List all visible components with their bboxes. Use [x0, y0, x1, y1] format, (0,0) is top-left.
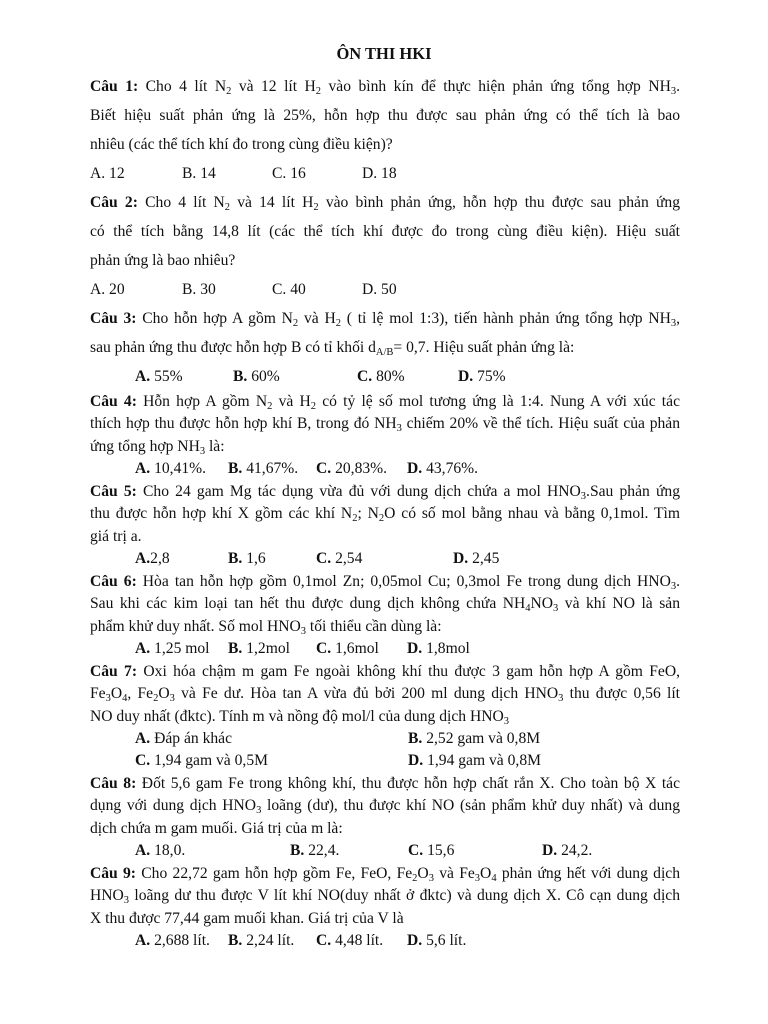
option-text: 20,83%. — [331, 460, 388, 477]
question-4-option — [407, 458, 478, 480]
question-label: Câu 3: — [90, 310, 137, 327]
option-text: 55% — [150, 368, 183, 385]
subscript: 3 — [670, 581, 677, 592]
question-5-option — [228, 548, 266, 570]
question-4-option — [135, 458, 206, 480]
option-text: 75% — [473, 368, 506, 385]
option-letter: C. — [135, 752, 151, 770]
question-5-line: Câu 5: Cho 24 gam Mg tác dụng vừa đủ với dung dịch chứa a mol $HNO_3.Sau$ phản ứng — [90, 483, 680, 502]
question-8-line: dụng với dung dịch $HNO_3$ loãng (dư), thu được khí NO (sản phẩm khử duy nhất) và dung — [90, 797, 680, 817]
question-1-line: nhiêu (các thể tích khí đo trong cùng điều kiện)? — [90, 136, 393, 153]
question-5-line: giá trị a. — [90, 527, 142, 545]
question-7-option — [135, 750, 268, 772]
question-6-option — [228, 638, 290, 660]
option-text: 41,67%. — [242, 460, 299, 477]
subscript: 2 — [378, 513, 385, 525]
question-1-option: B. 14 — [182, 165, 216, 182]
subscript: 3 — [670, 86, 677, 97]
subscript: 3 — [428, 873, 434, 884]
question-2-option: A. 20 — [90, 281, 125, 298]
option-text: 1,94 gam và 0,8M — [423, 752, 541, 770]
option-text: 2,688 lít. — [150, 932, 210, 949]
option-letter: C. — [408, 842, 424, 859]
option-text: 1,2mol — [242, 640, 290, 657]
subscript: 3 — [580, 491, 587, 502]
question-6-line: phẩm khử duy nhất. Số mol $HNO_3$ tối thiểu cần dùng là: — [90, 617, 442, 637]
option-letter: C. — [316, 550, 332, 567]
option-letter: B. — [233, 368, 248, 385]
question-9-option — [407, 930, 466, 952]
option-text: 1,6mol — [331, 640, 379, 657]
question-label: Câu 8: — [90, 775, 137, 792]
option-text: 2,45 — [468, 550, 500, 567]
page-title: ÔN THI HKI — [336, 44, 432, 63]
option-text: 80% — [372, 368, 405, 385]
question-8-line: Câu 8: Đốt 5,6 gam Fe trong không khí, thu được hỗn hợp chất rắn X. Cho toàn bộ X tác — [90, 775, 680, 792]
option-text: 18,0. — [150, 842, 186, 859]
question-2-line: có thể tích bằng 14,8 lít (các thể tích khí được đo trong cùng điều kiện). Hiệu suất — [90, 223, 680, 240]
subscript: 3 — [553, 603, 559, 615]
subscript: 4 — [491, 873, 497, 884]
subscript: 3 — [300, 625, 306, 637]
subscript: 3 — [503, 715, 510, 727]
question-7-line: Câu 7: Oxi hóa chậm m gam Fe ngoài không khí thu được 3 gam hỗn hợp A gồm FeO, — [90, 663, 680, 680]
subscript: 2 — [412, 873, 418, 884]
subscript: 2 — [313, 202, 319, 213]
option-letter: B. — [228, 550, 243, 567]
question-2-option: B. 30 — [182, 281, 216, 298]
option-text: 4,48 lít. — [331, 932, 384, 949]
question-label: Câu 6: — [90, 573, 137, 590]
option-text: 22,4. — [304, 842, 340, 859]
question-5-option — [453, 548, 499, 570]
option-letter: D. — [408, 752, 424, 770]
question-4-line: Câu 4: Hỗn hợp A gồm $N_2$ và $H_2$ có tỷ lệ số mol tương ứng là 1:4. Nung A với xúc tác — [90, 393, 680, 412]
question-1-option: C. 16 — [272, 165, 306, 182]
question-6-option — [407, 638, 470, 660]
subscript: 3 — [396, 423, 402, 435]
question-6-option — [135, 638, 210, 660]
question-6-line: Sau khi các kim loại tan hết thu được dung dịch không chứa $NH_4NO_3$ và khí NO là sản — [90, 595, 680, 615]
option-letter: B. — [228, 460, 243, 477]
option-letter: A. — [135, 842, 151, 859]
question-1-option: D. 18 — [362, 165, 397, 182]
question-6-line: Câu 6: Hòa tan hỗn hợp gồm 0,1mol Zn; 0,05mol Cu; 0,3mol Fe trong dung dịch $HNO_3$. — [90, 573, 680, 592]
question-9-line: Câu 9: Cho 22,72 gam hỗn hợp gồm Fe, FeO, $Fe_2O_3$ và $Fe_3O_4$ phản ứng hết với dung dịch — [90, 865, 681, 884]
option-text: Đáp án khác — [150, 730, 233, 747]
question-8-option — [408, 840, 454, 862]
question-8-option — [290, 840, 339, 862]
subscript: 3 — [199, 445, 206, 457]
option-letter: A. — [135, 368, 151, 385]
subscript: 3 — [123, 895, 130, 907]
option-text: 1,25 mol — [150, 640, 210, 657]
subscript: 4 — [122, 693, 128, 705]
option-letter: A. — [135, 550, 151, 567]
option-letter: C. — [316, 932, 332, 949]
option-letter: B. — [290, 842, 305, 859]
option-letter: A. — [135, 932, 151, 949]
option-letter: A. — [135, 460, 151, 477]
question-9-option — [135, 930, 210, 952]
option-text: 1,6 — [242, 550, 266, 567]
option-text: 2,52 gam và 0,8M — [422, 730, 541, 747]
subscript: 2 — [310, 401, 316, 412]
question-label: Câu 9: — [90, 865, 136, 882]
question-7-line: NO duy nhất (đktc). Tính m và nồng độ mol/l của dung dịch $HNO_3$ — [90, 707, 510, 727]
option-letter: D. — [407, 460, 423, 477]
question-3-option — [233, 362, 280, 391]
option-text: 10,41%. — [150, 460, 207, 477]
subscript: 3 — [558, 693, 564, 705]
option-letter: C. — [316, 640, 332, 657]
question-3-line: Câu 3: Cho hỗn hợp A gồm $N_2$ và $H_2$ ( tỉ lệ mol 1:3), tiến hành phản ứng tổng hợp $NH_3$, — [90, 310, 680, 329]
option-letter: B. — [228, 640, 243, 657]
question-label: Câu 2: — [90, 194, 138, 211]
question-5-option — [316, 548, 362, 570]
option-text: 2,24 lít. — [242, 932, 295, 949]
question-8-option — [542, 840, 592, 862]
subscript: 3 — [105, 693, 111, 705]
subscript: 2 — [315, 86, 322, 97]
option-text: 5,6 lít. — [422, 932, 467, 949]
question-8-option — [135, 840, 185, 862]
question-4-option — [316, 458, 387, 480]
option-letter: A. — [135, 730, 151, 747]
question-7-option — [408, 728, 540, 750]
option-text: 24,2. — [557, 842, 593, 859]
question-7-option — [408, 750, 541, 772]
question-label: Câu 1: — [90, 78, 139, 95]
question-2-option: D. 50 — [362, 281, 397, 298]
question-5-option — [135, 548, 170, 570]
subscript: 2 — [352, 513, 358, 525]
question-9-line: $HNO_3$ loãng dư thu được V lít khí NO(duy nhất ở đktc) và dung dịch X. Cô cạn dung dịch — [90, 887, 680, 907]
option-letter: C. — [357, 368, 373, 385]
option-letter: B. — [408, 730, 423, 747]
option-letter: D. — [407, 932, 423, 949]
subscript: 3 — [670, 318, 677, 329]
option-letter: B. — [228, 932, 243, 949]
subscript: 3 — [474, 873, 481, 884]
subscript: 2 — [224, 202, 231, 213]
question-3-option — [458, 362, 506, 391]
question-label: Câu 7: — [90, 663, 138, 680]
question-7-line: $Fe_3O_4$, $Fe_2O_3$ và Fe dư. Hòa tan A vừa đủ bởi 200 ml dung dịch $HNO_3$ thu được 0,56 lít — [90, 685, 680, 705]
question-1-line: Câu 1: Cho 4 lít $N_2$ và 12 lít $H_2$ vào bình kín để thực hiện phản ứng tổng hợp $NH_3$. — [90, 78, 680, 97]
option-letter: A. — [135, 640, 151, 657]
subscript: 2 — [335, 318, 341, 329]
question-4-line: thích hợp thu được hỗn hợp khí B, trong đó $NH_3$ chiếm 20% về thể tích. Hiệu suất của phản — [90, 415, 681, 435]
question-9-line: X thu được 77,44 gam muối khan. Giá trị của V là — [90, 909, 404, 927]
option-letter: C. — [316, 460, 332, 477]
question-2-line: Câu 2: Cho 4 lít $N_2$ và 14 lít $H_2$ vào bình phản ứng, hỗn hợp thu được sau phản ứng — [90, 194, 680, 213]
question-4-option — [228, 458, 298, 480]
subscript: 2 — [153, 693, 159, 705]
question-1-line: Biết hiệu suất phản ứng là 25%, hỗn hợp thu được sau phản ứng có thể tích là bao — [90, 107, 680, 124]
subscript: 3 — [256, 805, 262, 817]
subscript: 2 — [226, 86, 232, 97]
option-letter: D. — [542, 842, 558, 859]
question-5-line: thu được hỗn hợp khí X gồm các khí $N_2$; $N_2O$ có số mol bằng nhau và bằng 0,1mol. Tìm — [90, 505, 681, 525]
question-3-option — [357, 362, 405, 391]
question-3-option — [135, 362, 183, 391]
question-1-option: A. 12 — [90, 165, 125, 182]
question-2-line: phản ứng là bao nhiêu? — [90, 252, 236, 269]
subscript: 3 — [169, 693, 175, 705]
option-text: 2,8 — [150, 550, 170, 567]
question-9-option — [316, 930, 383, 952]
subscript: 2 — [292, 318, 299, 329]
option-letter: D. — [407, 640, 423, 657]
option-text: 1,94 gam và 0,5M — [150, 752, 268, 770]
question-label: Câu 5: — [90, 483, 137, 500]
option-text: 60% — [247, 368, 280, 385]
option-text: 1,8mol — [422, 640, 470, 657]
question-8-line: dịch chứa m gam muối. Giá trị của m là: — [90, 819, 343, 837]
option-letter: D. — [453, 550, 469, 567]
question-label: Câu 4: — [90, 393, 137, 410]
question-7-option — [135, 728, 232, 750]
question-3-line: sau phản ứng thu được hỗn hợp B có tỉ khối $d_{A/B}= 0,7$. Hiệu suất phản ứng là: — [90, 339, 575, 358]
option-text: 2,54 — [331, 550, 363, 567]
option-text: 43,76%. — [422, 460, 479, 477]
subscript: 4 — [525, 603, 531, 615]
question-6-option — [316, 638, 379, 660]
option-text: 15,6 — [423, 842, 455, 859]
question-9-option — [228, 930, 294, 952]
question-4-line: ứng tổng hợp $NH_3$ là: — [90, 437, 225, 457]
subscript: 2 — [267, 401, 273, 412]
question-2-option: C. 40 — [272, 281, 306, 298]
subscript: A/B — [375, 347, 394, 358]
option-letter: D. — [458, 368, 474, 385]
